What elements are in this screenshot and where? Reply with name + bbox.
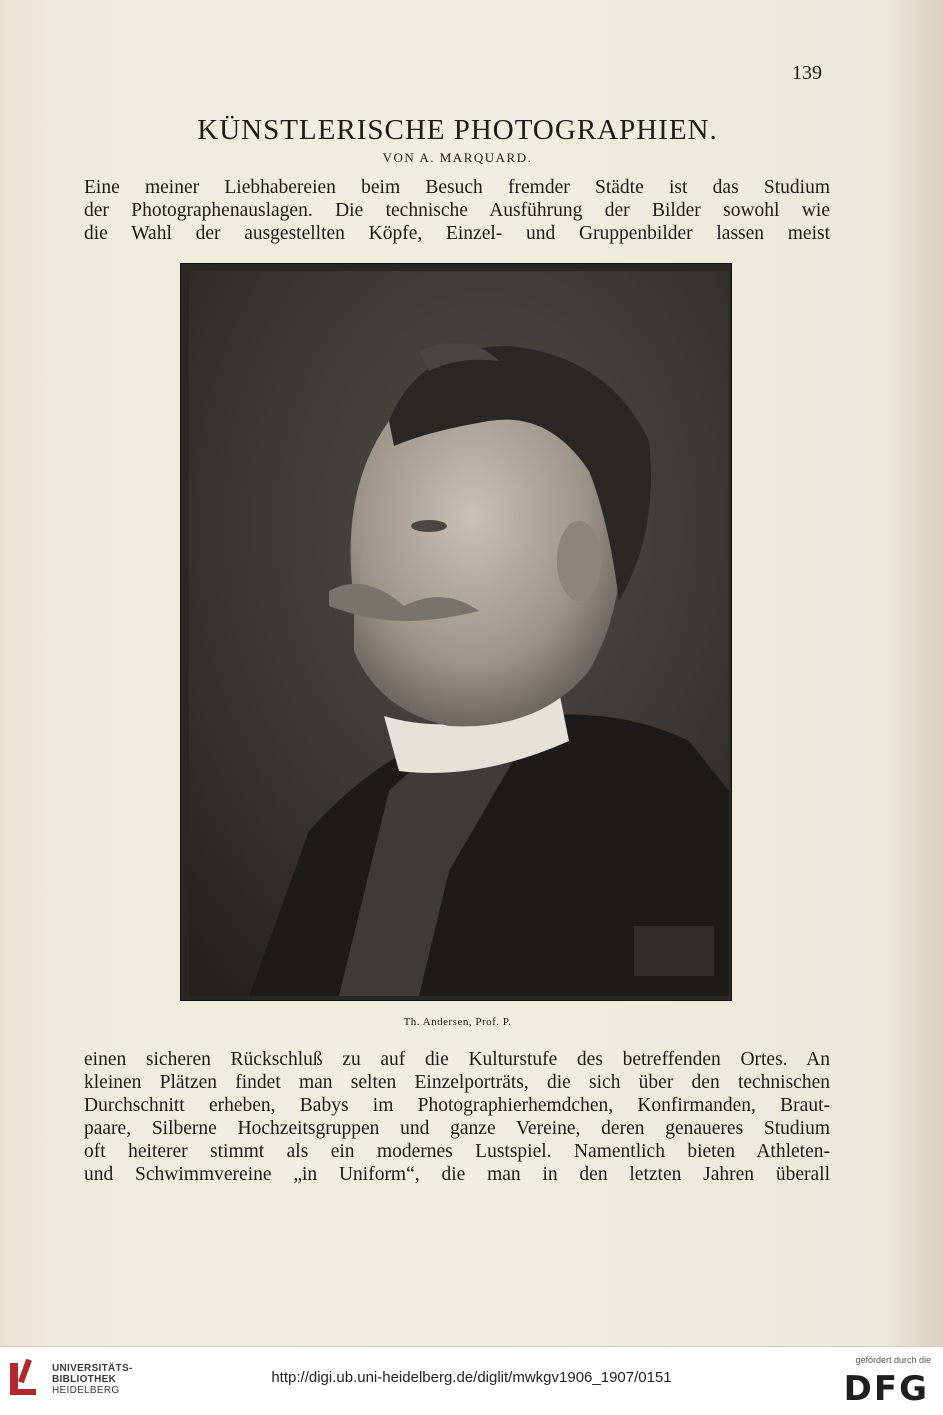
library-name-line: BIBLIOTHEK [52, 1374, 117, 1385]
portrait-illustration [189, 271, 729, 996]
text-line: oft heiterer stimmt als ein modernes Lustspiel. Namentlich bieten Athleten- [84, 1141, 830, 1162]
portrait-photograph [180, 263, 732, 1001]
paragraph-continued [84, 1048, 830, 1186]
photo-caption: Th. Andersen, Prof. P. [403, 1016, 512, 1028]
article-title: KÜNSTLERISCHE PHOTOGRAPHIEN. [197, 114, 718, 146]
paragraph-intro [84, 176, 830, 245]
text-line: kleinen Plätzen findet man selten Einzelporträts, die sich über den technischen [84, 1072, 830, 1093]
page-number: 139 [792, 62, 822, 84]
permalink-url[interactable]: http://digi.ub.uni-heidelberg.de/diglit/mwkgv1906_1907/0151 [271, 1369, 672, 1386]
library-name-line: UNIVERSITÄTS- [52, 1363, 133, 1374]
dfg-logo[interactable]: DFG [843, 1369, 929, 1409]
text-line: Eine meiner Liebhabereien beim Besuch fremder Städte ist das Studium [84, 177, 830, 198]
text-line: Durchschnitt erheben, Babys im Photographierhemdchen, Konfirmanden, Braut- [84, 1095, 830, 1116]
viewer-footer [0, 1346, 943, 1415]
text-line: einen sicheren Rückschluß zu auf die Kulturstufe des betreffenden Ortes. An [84, 1049, 830, 1070]
text-line: paare, Silberne Hochzeitsgruppen und ganze Vereine, deren genaueres Studium [84, 1118, 830, 1139]
text-line: und Schwimmvereine „in Uniform“, die man in den letzten Jahren überall [84, 1164, 830, 1185]
library-name-line: HEIDELBERG [52, 1385, 120, 1396]
portrait-image [189, 271, 729, 996]
text-line: der Photographenauslagen. Die technische Ausführung der Bilder sowohl wie [84, 200, 830, 221]
article-byline: VON A. MARQUARD. [382, 150, 533, 165]
funding-note: gefördert durch die [855, 1355, 931, 1365]
text-line: die Wahl der ausgestellten Köpfe, Einzel- und Gruppenbilder lassen meist [84, 223, 830, 244]
